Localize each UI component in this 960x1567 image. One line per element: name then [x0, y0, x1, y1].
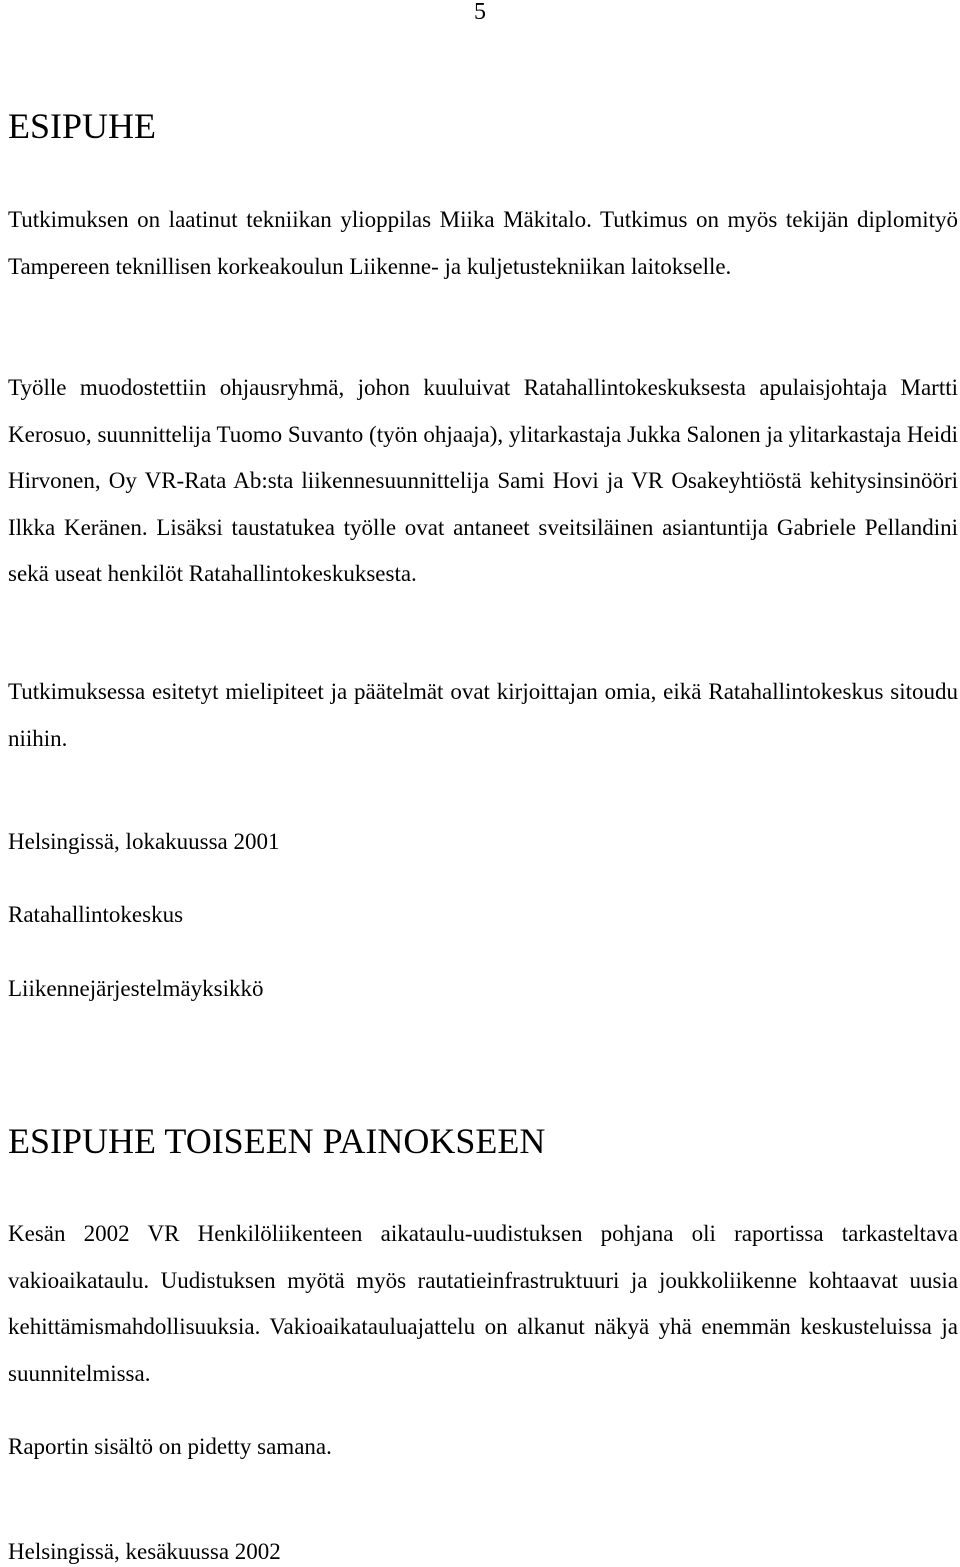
second-edition-heading: ESIPUHE TOISEEN PAINOKSEEN: [8, 1121, 546, 1161]
preface-heading: ESIPUHE: [8, 106, 157, 146]
preface-organization: Ratahallintokeskus: [8, 902, 184, 927]
second-edition-paragraph-content: Raportin sisältö on pidetty samana.: [8, 1434, 332, 1459]
preface-unit: Liikennejärjestelmäyksikkö: [8, 976, 264, 1001]
preface-place-date: Helsingissä, lokakuussa 2001: [8, 829, 280, 854]
preface-paragraph-author: Tutkimuksen on laatinut tekniikan ylioppilas Miika Mäkitalo. Tutkimus on myös tekijän diplomityö Tampereen teknillisen korkeakoulun Liikenne- ja kuljetustekniikan laitokselle.: [8, 207, 958, 279]
preface-paragraph-disclaimer: Tutkimuksessa esitetyt mielipiteet ja päätelmät ovat kirjoittajan omia, eikä Ratahallintokeskus sitoudu niihin.: [8, 679, 958, 751]
second-edition-paragraph: Kesän 2002 VR Henkilöliikenteen aikataulu-uudistuksen pohjana oli raportissa tarkasteltava vakioaikataulu. Uudistuksen myötä myös rautatieinfrastruktuuri ja joukkoliikenne kohtaavat uusia kehittämismahdollisuuksia. Vakioaikatauluajattelu on alkanut näkyä yhä enemmän keskusteluissa ja suunnitelmissa.: [8, 1221, 958, 1386]
preface-paragraph-steering-group: Työlle muodostettiin ohjausryhmä, johon kuuluivat Ratahallintokeskuksesta apulaisjohtaja Martti Kerosuo, suunnittelija Tuomo Suvanto (työn ohjaaja), ylitarkastaja Jukka Salonen ja ylitarkastaja Heidi Hirvonen, Oy VR-Rata Ab:sta liikennesuunnittelija Sami Hovi ja VR Osakeyhtiöstä kehitysinsinööri Ilkka Keränen. Lisäksi taustatukea työlle ovat antaneet sveitsiläinen asiantuntija Gabriele Pellandini sekä useat henkilöt Ratahallintokeskuksesta.: [8, 375, 958, 586]
second-edition-place-date: Helsingissä, kesäkuussa 2002: [8, 1539, 281, 1564]
page-number: 5: [474, 0, 486, 25]
